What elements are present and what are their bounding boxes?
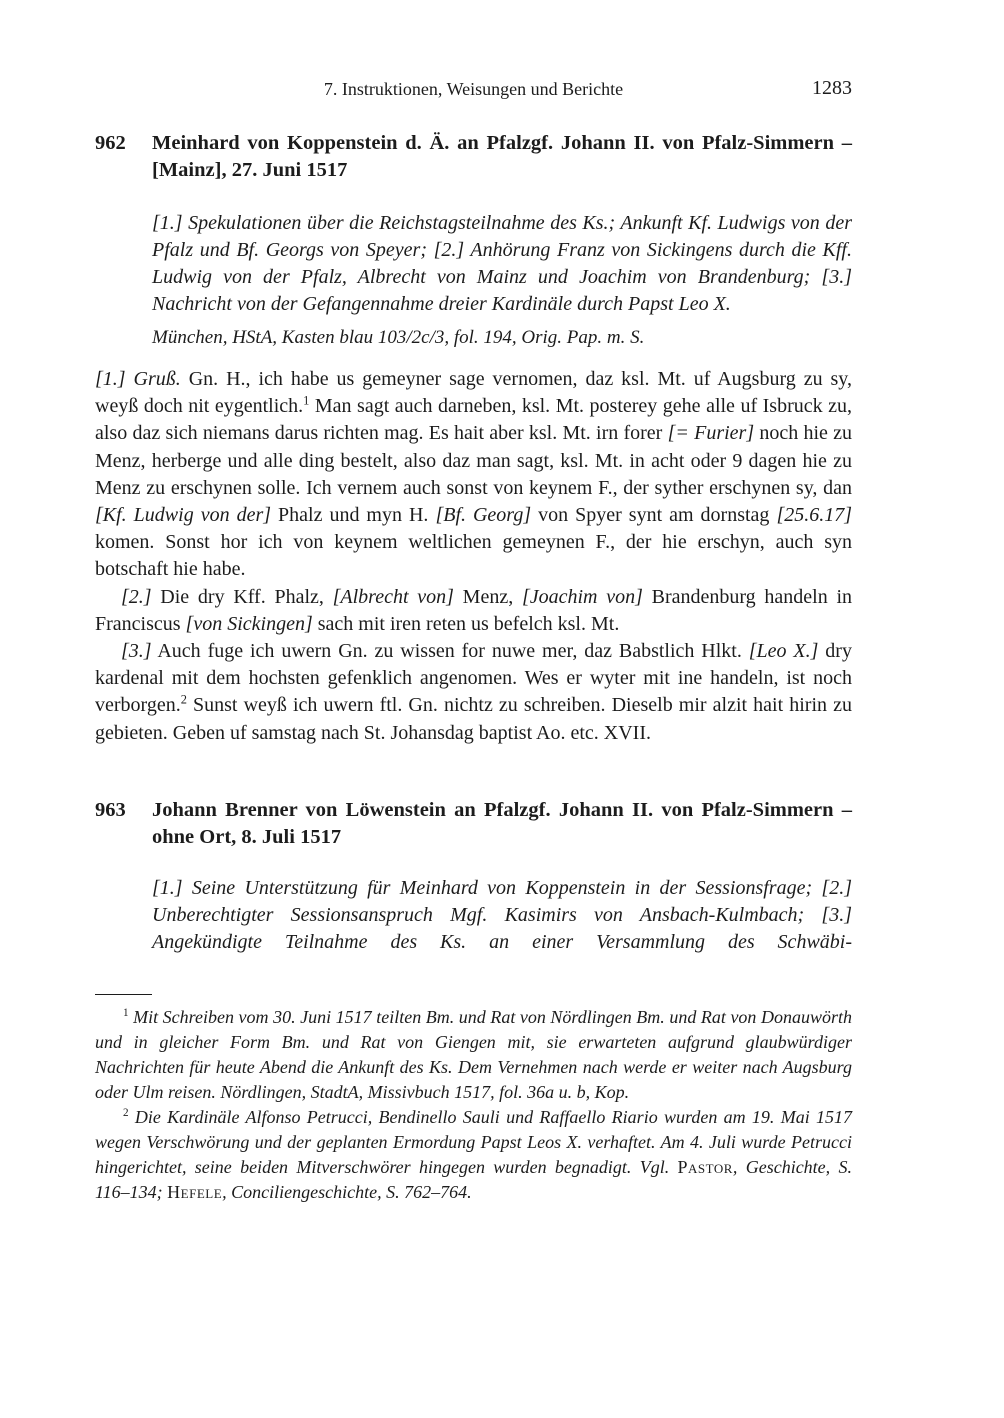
entry-title: Meinhard von Koppenstein d. Ä. an Pfalzgf. Johann II. von Pfalz-Simmern – [Mainz], 27. Juni 1517 <box>152 132 852 181</box>
entry-number: 962 <box>95 132 126 154</box>
footnotes-section <box>95 1005 852 1205</box>
entry-source-line: München, HStA, Kasten blau 103/2c/3, fol. 194, Orig. Pap. m. S. <box>152 327 645 348</box>
body-paragraph-1: [1.] Gruß. Gn. H., ich habe us gemeyner sage vernomen, daz ksl. Mt. uf Augsburg zu sy, weyß doch nit eygentlich.$^1$ Man sagt auch darneben, ksl. Mt. posterey gehe alle uf Isbruck zu, also daz sich niemans darus richten mag. Es hait aber ksl. Mt. irn forer [= Furier] noch hie zu Menz, herberge und alle ding bestelt, also daz man sagt, ksl. Mt. in acht oder 9 dagen hie zu Menz zu erschynen solle. Ich vernem auch sonst von keynem F., der syther erschynen sy, dan [Kf. Ludwig von der] Phalz und myn H. [Bf. Georg] von Spyer synt am dornstag [25.6.17] komen. Sonst hor ich von keynem weltlichen gemeynen F., der hie erschyn, auch syn botschaft hie habe. <box>95 368 853 581</box>
entry-summary: [1.] Seine Unterstützung für Meinhard von Koppenstein in der Sessionsfrage; [2.] Unberechtigter Sessionsanspruch Mgf. Kasimirs von Ansbach-Kulmbach; [3.] Angekündigte Teilnahme des Ks. an einer Versammlung des Schwäbi- <box>152 876 852 953</box>
running-header <box>95 78 852 100</box>
entry-number: 963 <box>95 798 126 821</box>
entry-body <box>95 366 852 747</box>
page-number: 1283 <box>812 77 852 99</box>
footnote-1: $^1$ Mit Schreiben vom 30. Juni 1517 teilten Bm. und Rat von Nördlingen Bm. und Rat von Donauwörth und in gleicher Form Bm. und Rat von Giengen mit, sie erwarteten aufgrund glaubwürdiger Nachrichten für heute Abend die Ankunft des Ks. Dem Vernehmen nach werde er weiter nach Augsburg oder Ulm reisen. Nördlingen, StadtA, Missivbuch 1517, fol. 36a u. b, Kop. <box>95 1006 852 1102</box>
footnote-separator-rule <box>95 994 152 995</box>
entry-963 <box>95 797 852 956</box>
body-paragraph-3: [3.] Auch fuge ich uwern Gn. zu wissen for nuwe mer, daz Babstlich Hlkt. [Leo X.] dry kardenal mit dem hochsten gefenklich angenomen. Wes er wyter mit ine handeln, ist noch verborgen.$^2$ Sunst weyß ich uwern ftl. Gn. nichtz zu schreiben. Dieselb mir alzit hait hirin zu gebieten. Geben uf samstag nach St. Johansdag baptist Ao. etc. XVII. <box>95 640 852 744</box>
entry-summary: [1.] Spekulationen über die Reichstagsteilnahme des Ks.; Ankunft Kf. Ludwigs von der Pfalz und Bf. Georgs von Speyer; [2.] Anhörung Franz von Sickingens durch die Kff. Ludwig von der Pfalz, Albrecht von Mainz und Joachim von Brandenburg; [3.] Nachricht von der Gefangennahme dreier Kardinäle durch Papst Leo X. <box>152 212 852 315</box>
entry-title: Johann Brenner von Löwenstein an Pfalzgf. Johann II. von Pfalz-Simmern – ohne Ort, 8. Juli 1517 <box>152 798 852 848</box>
entry-heading <box>95 797 852 851</box>
body-paragraph-2: [2.] Die dry Kff. Phalz, [Albrecht von] Menz, [Joachim von] Brandenburg handeln in Franciscus [von Sickingen] sach mit iren reten us befelch ksl. Mt. <box>95 585 853 635</box>
footnote-2: $^2$ Die Kardinäle Alfonso Petrucci, Bendinello Sauli und Raffaello Riario wurden am 19. Mai 1517 wegen Verschwörung und der geplanten Ermordung Papst Leos X. verhaftet. Am 4. Juli wurde Petrucci hingerichtet, seine beiden Mitverschwörer hingegen wurden begnadigt. Vgl. Pastor, Geschichte, S. 116–134; Hefele, Conciliengeschichte, S. 762–764. <box>95 1106 852 1202</box>
entry-962 <box>95 130 852 747</box>
running-header-title: 7. Instruktionen, Weisungen und Berichte <box>323 79 624 99</box>
entry-heading <box>95 130 852 184</box>
